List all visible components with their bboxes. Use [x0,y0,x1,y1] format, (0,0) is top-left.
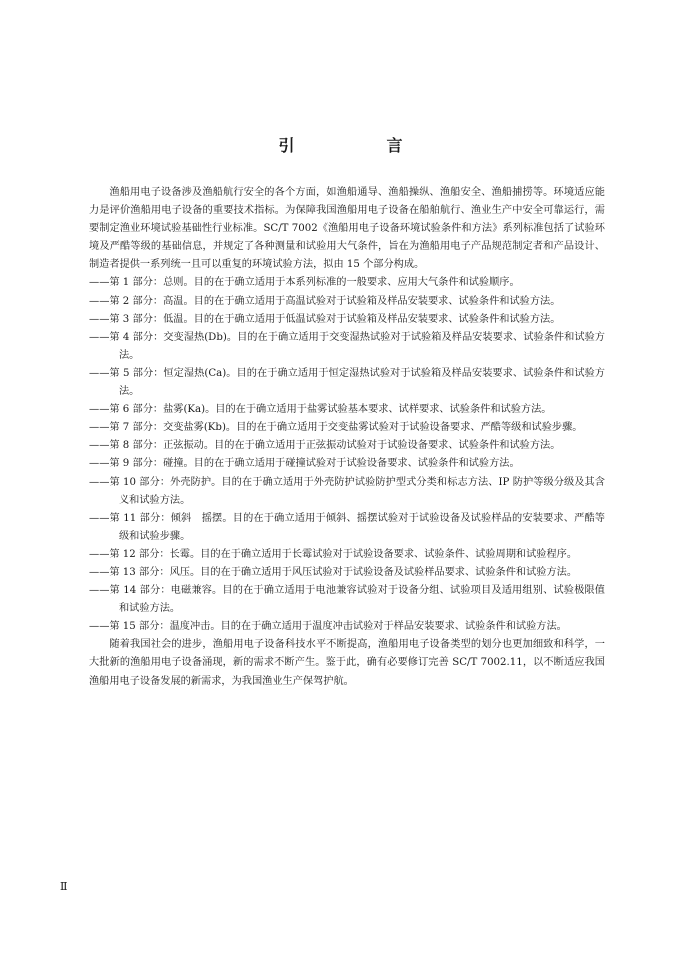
page-title: 引 言 [278,136,441,155]
list-item: ——第 1 部分：总则。目的在于确立适用于本系列标准的一般要求、应用大气条件和试验顺序。 [89,277,520,289]
list-item: ——第 6 部分：盐雾(Ka)。目的在于确立适用于盐雾试验基本要求、试样要求、试验条件和试验方法。 [89,404,552,416]
page-number: Ⅱ [60,880,68,893]
list-item: ——第 2 部分：高温。目的在于确立适用于高温试验对于试验箱及样品安装要求、试验条件和试验方法。 [89,295,561,307]
list-item: ——第 10 部分：外壳防护。目的在于确立适用于外壳防护试验防护型式分类和标志方法、IP 防护等级分级及其含义和试验方法。 [89,476,605,506]
list-item: ——第 5 部分：恒定湿热(Ca)。目的在于确立适用于恒定湿热试验对于试验箱及样品安装要求、试验条件和试验方法。 [89,367,605,398]
body-content [89,184,605,691]
closing-paragraph: 随着我国社会的进步，渔船用电子设备科技水平不断提高，渔船用电子设备类型的划分也更加细致和科学，一大批新的渔船用电子设备涌现，新的需求不断产生。鉴于此，确有必要修订完善 SC/T 7002.11，以不断适应我国渔船用电子设备发展的新需求，为我国渔业生产保驾护航。 [89,639,605,687]
parts-list [89,274,605,636]
list-item: ——第 4 部分：交变湿热(Db)。目的在于确立适用于交变湿热试验对于试验箱及样品安装要求、试验条件和试验方法。 [89,331,605,361]
list-item: ——第 15 部分：温度冲击。目的在于确立适用于温度冲击试验对于样品安装要求、试验条件和试验方法。 [89,621,567,633]
list-item: ——第 8 部分：正弦振动。目的在于确立适用于正弦振动试验对于试验设备要求、试验条件和试验方法。 [89,440,561,452]
list-item: ——第 14 部分：电磁兼容。目的在于确立适用于电池兼容试验对于设备分组、试验项目及适用组别、试验极限值和试验方法。 [89,585,605,615]
intro-paragraph: 渔船用电子设备涉及渔船航行安全的各个方面，如渔船通导、渔船操纵、渔船安全、渔船捕捞等。环境适应能力是评价渔船用电子设备的重要技术指标。为保障我国渔船用电子设备在船舶航行、渔业生产中安全可靠运行，需要制定渔业环境试验基础性行业标准。SC/T 7002《渔船用电子设备环境试验条件和方法》系列标准包括了试验环境及严酷等级的基础信息，并规定了各种测量和试验用大气条件，旨在为渔船用电子产品规范制定者和产品设计、制造者提供一系列统一且可以重复的环境试验方法，拟由 15 个部分构成。 [89,187,605,271]
list-item: ——第 12 部分：长霉。目的在于确立适用于长霉试验对于试验设备要求、试验条件、试验周期和试验程序。 [89,548,578,560]
list-item: ——第 7 部分：交变盐雾(Kb)。目的在于确立适用于交变盐雾试验对于试验设备要求、严酷等级和试验步骤。 [89,422,583,434]
list-item: ——第 9 部分：碰撞。目的在于确立适用于碰撞试验对于试验设备要求、试验条件和试验方法。 [89,458,520,470]
list-item: ——第 11 部分：倾斜 摇摆。目的在于确立适用于倾斜、摇摆试验对于试验设备及试验样品的安装要求、严酷等级和试验步骤。 [89,512,605,542]
list-item: ——第 3 部分：低温。目的在于确立适用于低温试验对于试验箱及样品安装要求、试验条件和试验方法。 [89,313,561,325]
list-item: ——第 13 部分：风压。目的在于确立适用于风压试验对于试验设备及试验样品要求、试验条件和试验方法。 [89,566,578,578]
